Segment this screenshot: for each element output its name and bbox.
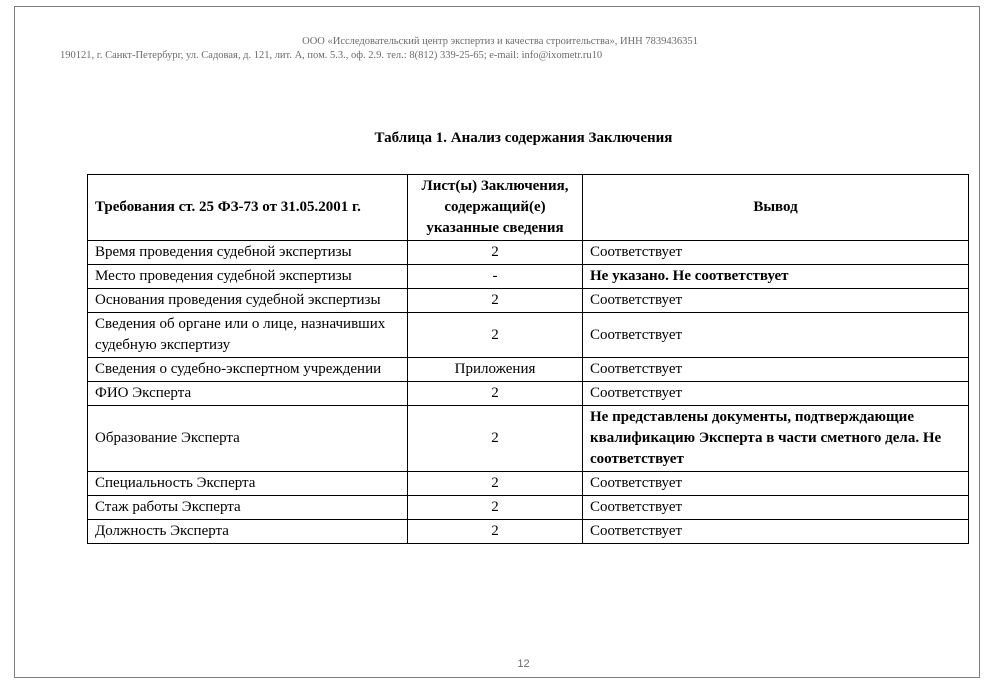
cell-conclusion: Соответствует [583, 382, 969, 406]
cell-requirement: Время проведения судебной экспертизы [88, 241, 408, 265]
header-address: 190121, г. Санкт-Петербург, ул. Садовая, д. 121, лит. А, пом. 5.3., оф. 2.9. тел.: 8(812) 339-25-65; e-mail: info@ixometr.ru10 [60, 50, 603, 61]
table-row [88, 241, 969, 265]
table-row [88, 289, 969, 313]
cell-sheets: - [408, 265, 583, 289]
cell-conclusion: Соответствует [583, 358, 969, 382]
cell-requirement: ФИО Эксперта [88, 382, 408, 406]
table-row [88, 496, 969, 520]
cell-requirement: Сведения о судебно-экспертном учреждении [88, 358, 408, 382]
table-row [88, 313, 969, 358]
cell-sheets: Приложения [408, 358, 583, 382]
header-sheets: Лист(ы) Заключения, содержащий(е) указанные сведения [408, 175, 583, 241]
cell-conclusion: Соответствует [583, 241, 969, 265]
header-company: ООО «Исследовательский центр экспертиз и качества строительства», ИНН 7839436351 [302, 36, 698, 47]
cell-conclusion: Соответствует [583, 472, 969, 496]
cell-requirement: Специальность Эксперта [88, 472, 408, 496]
cell-requirement: Должность Эксперта [88, 520, 408, 544]
cell-sheets: 2 [408, 289, 583, 313]
cell-sheets: 2 [408, 520, 583, 544]
table-row [88, 265, 969, 289]
cell-conclusion: Соответствует [583, 496, 969, 520]
table-header-row [88, 175, 969, 241]
cell-requirement: Место проведения судебной экспертизы [88, 265, 408, 289]
page-number: 12 [517, 658, 530, 670]
cell-sheets: 2 [408, 241, 583, 265]
cell-conclusion: Не представлены документы, подтверждающие квалификацию Эксперта в части сметного дела. Не соответствует [583, 406, 969, 472]
header-requirement: Требования ст. 25 ФЗ-73 от 31.05.2001 г. [88, 175, 408, 241]
cell-sheets: 2 [408, 382, 583, 406]
table-row [88, 358, 969, 382]
cell-sheets: 2 [408, 472, 583, 496]
table-row [88, 382, 969, 406]
table-row [88, 406, 969, 472]
table-row [88, 472, 969, 496]
cell-conclusion: Не указано. Не соответствует [583, 265, 969, 289]
cell-requirement: Сведения об органе или о лице, назначивших судебную экспертизу [88, 313, 408, 358]
table-row [88, 520, 969, 544]
cell-conclusion: Соответствует [583, 289, 969, 313]
cell-conclusion: Соответствует [583, 520, 969, 544]
cell-requirement: Стаж работы Эксперта [88, 496, 408, 520]
cell-requirement: Образование Эксперта [88, 406, 408, 472]
analysis-table [87, 174, 969, 544]
cell-requirement: Основания проведения судебной экспертизы [88, 289, 408, 313]
table-title: Таблица 1. Анализ содержания Заключения [374, 130, 673, 146]
header-conclusion: Вывод [583, 175, 969, 241]
cell-sheets: 2 [408, 406, 583, 472]
cell-conclusion: Соответствует [583, 313, 969, 358]
cell-sheets: 2 [408, 313, 583, 358]
cell-sheets: 2 [408, 496, 583, 520]
